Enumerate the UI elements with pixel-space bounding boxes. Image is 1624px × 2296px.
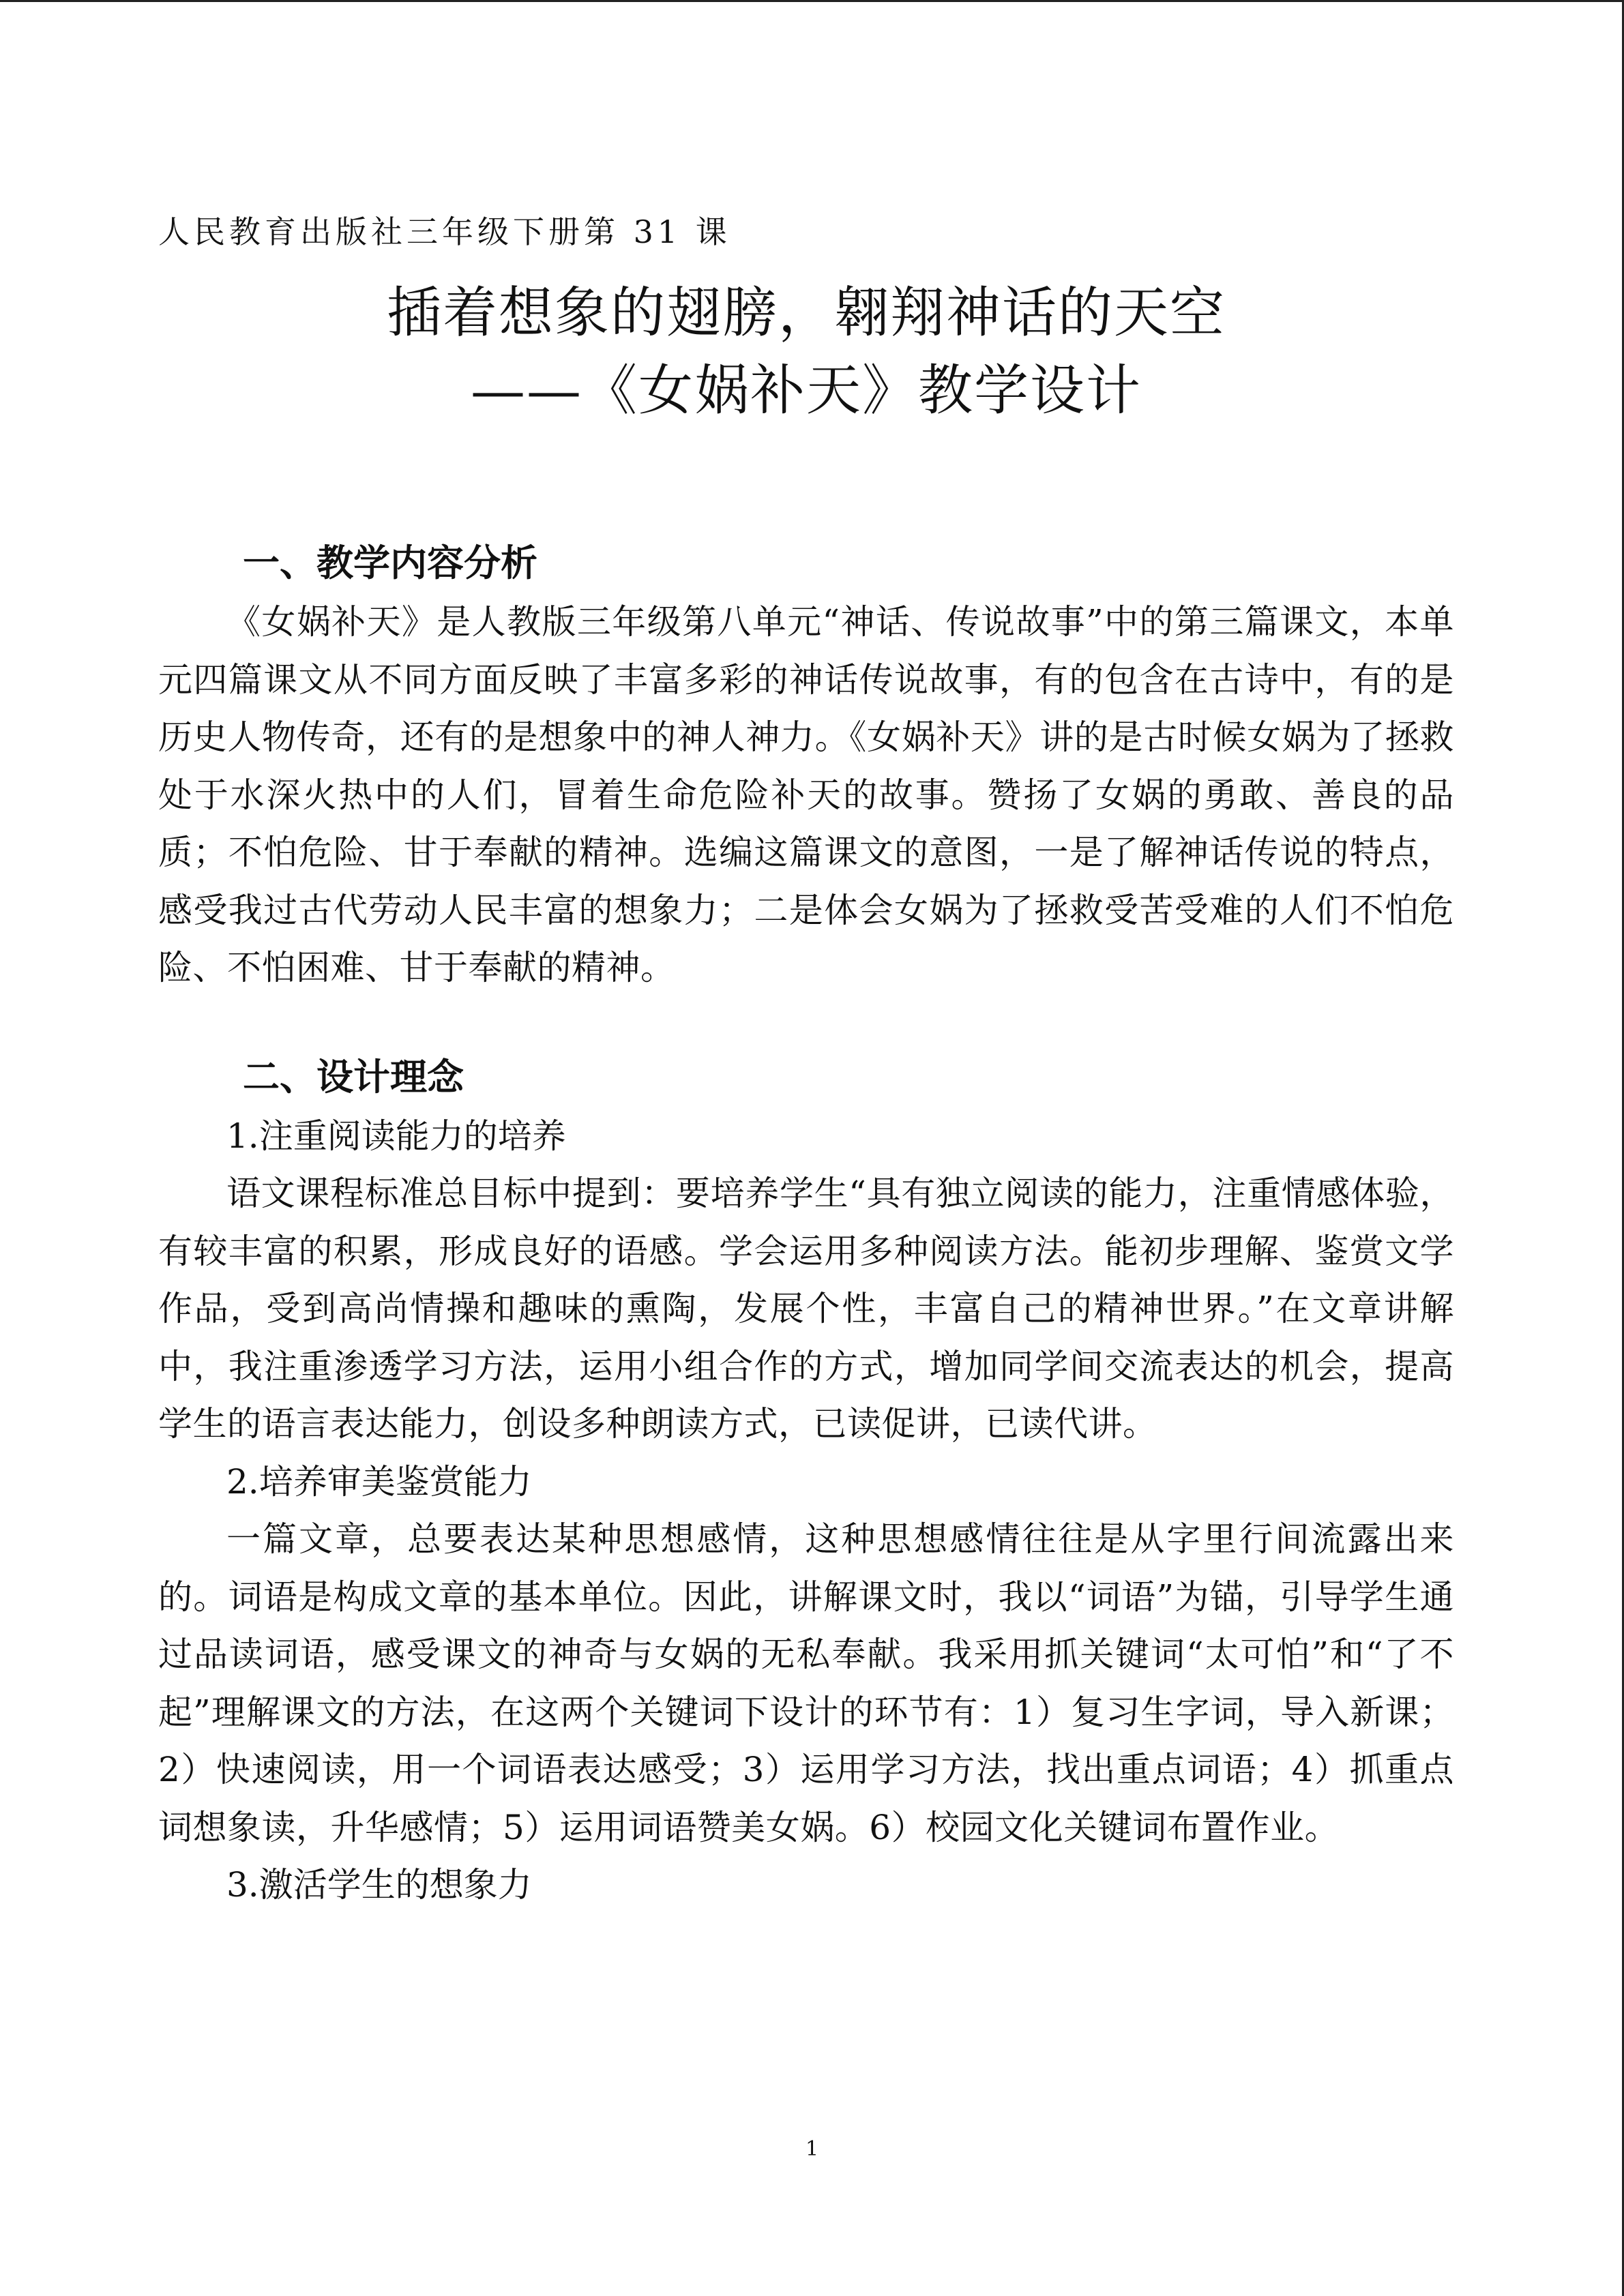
document-subtitle: ——《女娲补天》教学设计	[471, 359, 1142, 422]
course-line: 人民教育出版社三年级下册第 31 课	[158, 213, 731, 250]
subheading-reading-ability: 1.注重阅读能力的培养	[226, 1116, 566, 1156]
document-page	[158, 205, 1454, 1914]
paragraph-aesthetic-ability: 一篇文章，总要表达某种思想感情，这种思想感情往往是从字里行间流露出来的。词语是构成文章的基本单位。因此，讲解课文时，我以“词语”为锚，引导学生通过品读词语，感受课文的神奇与女娲的无私奉献。我采用抓关键词“太可怕”和“了不起”理解课文的方法，在这两个关键词下设计的环节有：1）复习生字词，导入新课；2）快速阅读，用一个词语表达感受；3）运用学习方法，找出重点词语；4）抓重点词想象读，升华感情；5）运用词语赞美女娲。6）校园文化关键词布置作业。	[158, 1519, 1454, 1847]
title-block	[158, 274, 1454, 430]
section-heading-design-concept: 二、设计理念	[243, 1054, 464, 1099]
subheading-aesthetic-ability: 2.培养审美鉴赏能力	[226, 1461, 532, 1502]
paragraph-content-analysis: 《女娲补天》是人教版三年级第八单元“神话、传说故事”中的第三篇课文，本单元四篇课文从不同方面反映了丰富多彩的神话传说故事，有的包含在古诗中，有的是历史人物传奇，还有的是想象中的神人神力。《女娲补天》讲的是古时候女娲为了拯救处于水深火热中的人们，冒着生命危险补天的故事。赞扬了女娲的勇敢、善良的品质；不怕危险、甘于奉献的精神。选编这篇课文的意图，一是了解神话传说的特点，感受我过古代劳动人民丰富的想象力；二是体会女娲为了拯救受苦受难的人们不怕危险、不怕困难、甘于奉献的精神。	[158, 602, 1454, 987]
page-frame-top	[0, 0, 1624, 2]
section-heading-content-analysis: 一、教学内容分析	[243, 541, 537, 584]
page-number: 1	[805, 2137, 819, 2161]
paragraph-reading-ability: 语文课程标准总目标中提到：要培养学生“具有独立阅读的能力，注重情感体验，有较丰富的积累，形成良好的语感。学会运用多种阅读方法。能初步理解、鉴赏文学作品，受到高尚情操和趣味的熏陶，发展个性，丰富自己的精神世界。”在文章讲解中，我注重渗透学习方法，运用小组合作的方式，增加同学间交流表达的机会，提高学生的语言表达能力，创设多种朗读方式，已读促讲，已读代讲。	[158, 1174, 1454, 1444]
subheading-imagination: 3.激活学生的想象力	[226, 1865, 532, 1905]
document-title: 插着想象的翅膀，翱翔神话的天空	[387, 281, 1226, 344]
